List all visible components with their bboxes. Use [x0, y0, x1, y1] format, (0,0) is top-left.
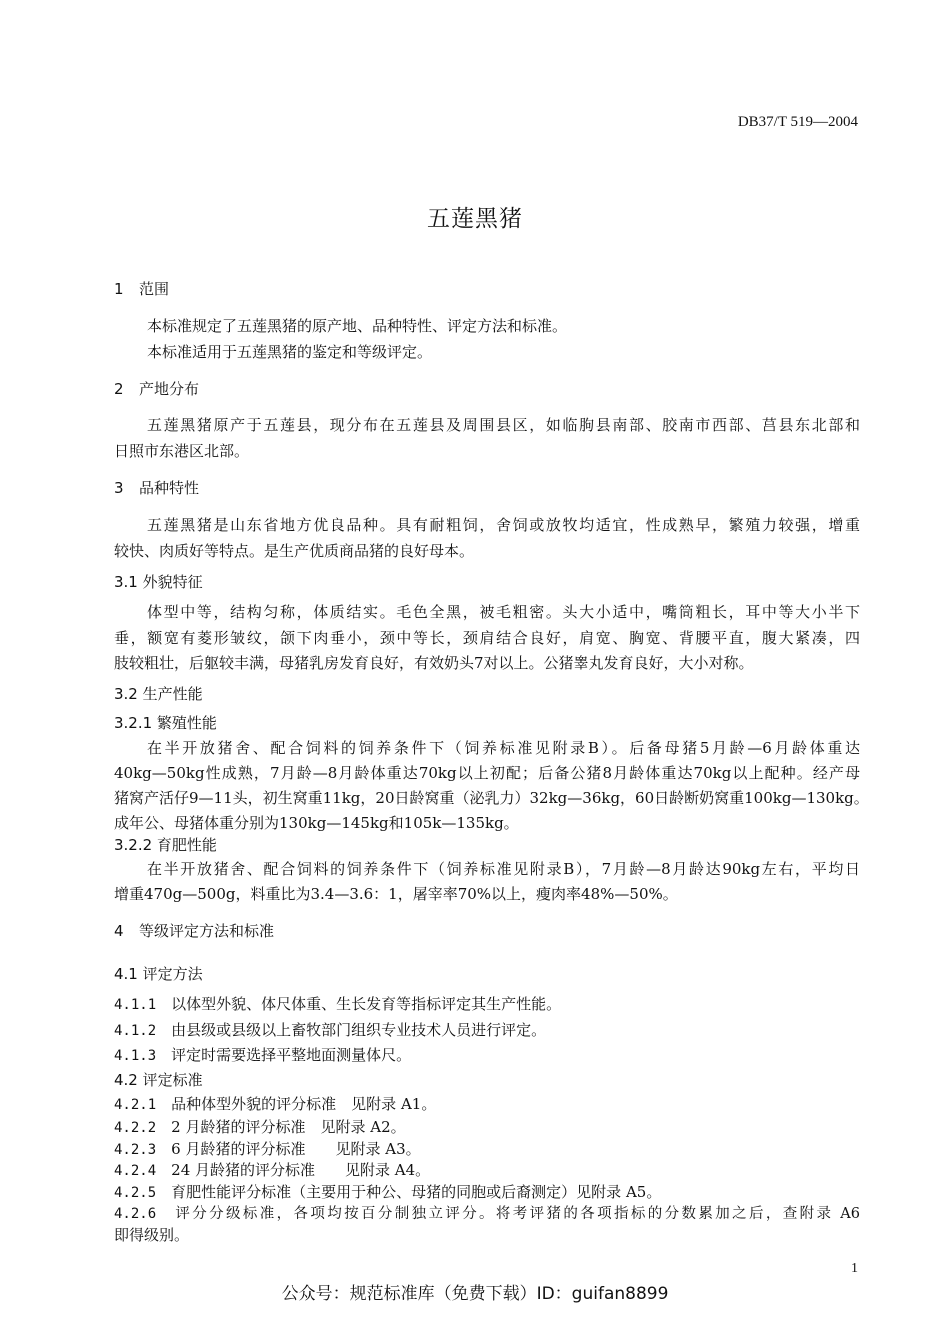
paragraph-line: 五莲黑猪是山东省地方优良品种。具有耐粗饲，舍饲或放牧均适宜，性成熟早，繁殖力较强，增重: [147, 516, 860, 534]
section-title: 等级评定方法和标准: [139, 922, 275, 940]
paragraph-line: 在半开放猪舍、配合饲料的饲养条件下（饲养标准见附录B）。后备母猪5月龄—6月龄体重达: [147, 739, 860, 757]
paragraph: 本标准适用于五莲黑猪的鉴定和等级评定。: [147, 343, 433, 361]
item-text: 2 月龄猪的评分标准 见附录 A2。: [171, 1118, 406, 1136]
item-text: 由县级或县级以上畜牧部门组织专业技术人员进行评定。: [171, 1021, 547, 1039]
paragraph-line: 在半开放猪舍、配合饲料的饲养条件下（饲养标准见附录B），7月龄—8月龄达90kg左右，平均日: [147, 860, 860, 878]
item-number: 4.2.2: [114, 1120, 157, 1136]
paragraph-line: 垂，额宽有菱形皱纹，颌下肉垂小，颈中等长，颈肩结合良好，肩宽、胸宽、背腰平直，腹大紧凑，四: [114, 629, 860, 647]
item-number: 4.2.6: [114, 1206, 157, 1222]
item-text: 24 月龄猪的评分标准 见附录 A4。: [171, 1161, 431, 1179]
section-title: 品种特性: [139, 479, 200, 497]
section-4-heading: [114, 920, 274, 941]
item-text: 品种体型外貌的评分标准 见附录 A1。: [171, 1095, 437, 1113]
section-2-heading: [114, 378, 199, 399]
section-3-heading: [114, 477, 199, 498]
paragraph-line: 即得级别。: [114, 1226, 190, 1244]
subsection-3-2-2-heading: 3.2.2 育肥性能: [114, 836, 217, 854]
item-text: 评分分级标准，各项均按百分制独立评分。将考评猪的各项指标的分数累加之后，查附录 A6: [175, 1206, 861, 1222]
item-number: 4.1.1: [114, 997, 157, 1013]
list-item: [114, 1116, 406, 1137]
item-text: 育肥性能评分标准（主要用于种公、母猪的同胞或后裔测定）见附录 A5。: [171, 1183, 662, 1201]
item-number: 4.1.2: [114, 1023, 157, 1039]
section-1-heading: [114, 278, 169, 299]
paragraph-line: 体型中等，结构匀称，体质结实。毛色全黑，被毛粗密。头大小适中，嘴筒粗长，耳中等大小半下: [147, 603, 860, 621]
subsection-4-2-heading: 4.2 评定标准: [114, 1071, 203, 1089]
document-title: 五莲黑猪: [427, 206, 523, 232]
section-number: 4: [114, 922, 124, 940]
item-text: 以体型外貌、体尺体重、生长发育等指标评定其生产性能。: [171, 995, 562, 1013]
standard-code: DB37/T 519—2004: [737, 114, 858, 130]
item-number: 4.2.3: [114, 1142, 157, 1158]
paragraph-line: 肢较粗壮，后躯较丰满，母猪乳房发育良好，有效奶头7对以上。公猪睾丸发育良好，大小对称。: [114, 654, 754, 672]
list-item: [114, 993, 561, 1014]
list-item: [114, 1093, 436, 1114]
section-number: 2: [114, 380, 124, 398]
item-text: 评定时需要选择平整地面测量体尺。: [171, 1046, 412, 1064]
paragraph-line: 成年公、母猪体重分别为130kg—145kg和105k—135kg。: [114, 814, 519, 832]
paragraph-line: 增重470g—500g，料重比为3.4—3.6：1，屠宰率70%以上，瘦肉率48%—50%。: [114, 885, 678, 903]
paragraph-line: 五莲黑猪原产于五莲县，现分布在五莲县及周围县区，如临朐县南部、胶南市西部、莒县东北部和: [147, 416, 860, 434]
list-item: [114, 1044, 411, 1065]
list-item: [114, 1138, 421, 1159]
paragraph-line: 日照市东港区北部。: [114, 442, 250, 460]
paragraph: 本标准规定了五莲黑猪的原产地、品种特性、评定方法和标准。: [147, 317, 568, 335]
paragraph-line: 猪窝产活仔9—11头，初生窝重11kg，20日龄窝重（泌乳力）32kg—36kg，60日龄断奶窝重100kg—130kg。: [114, 789, 869, 807]
list-item: [114, 1019, 546, 1040]
page-number: 1: [851, 1261, 858, 1276]
paragraph-line: 40kg—50kg性成熟，7月龄—8月龄体重达70kg以上初配；后备公猪8月龄体重达70kg以上配种。经产母: [114, 764, 860, 782]
section-number: 1: [114, 280, 124, 298]
subsection-4-1-heading: 4.1 评定方法: [114, 965, 203, 983]
item-text: 6 月龄猪的评分标准 见附录 A3。: [171, 1140, 421, 1158]
section-title: 产地分布: [139, 380, 200, 398]
footer-watermark-text: 公众号：规范标准库（免费下载）ID：guifan8899: [281, 1284, 669, 1304]
list-item: [114, 1202, 860, 1223]
list-item: [114, 1159, 430, 1180]
paragraph-line: 较快、肉质好等特点。是生产优质商品猪的良好母本。: [114, 542, 475, 560]
item-number: 4.2.5: [114, 1185, 157, 1201]
subsection-3-2-heading: 3.2 生产性能: [114, 685, 203, 703]
item-number: 4.2.1: [114, 1097, 157, 1113]
section-title: 范围: [139, 280, 170, 298]
section-number: 3: [114, 479, 124, 497]
item-number: 4.2.4: [114, 1163, 157, 1179]
list-item: [114, 1181, 661, 1202]
subsection-3-2-1-heading: 3.2.1 繁殖性能: [114, 714, 217, 732]
subsection-3-1-heading: 3.1 外貌特征: [114, 573, 203, 591]
item-number: 4.1.3: [114, 1048, 157, 1064]
